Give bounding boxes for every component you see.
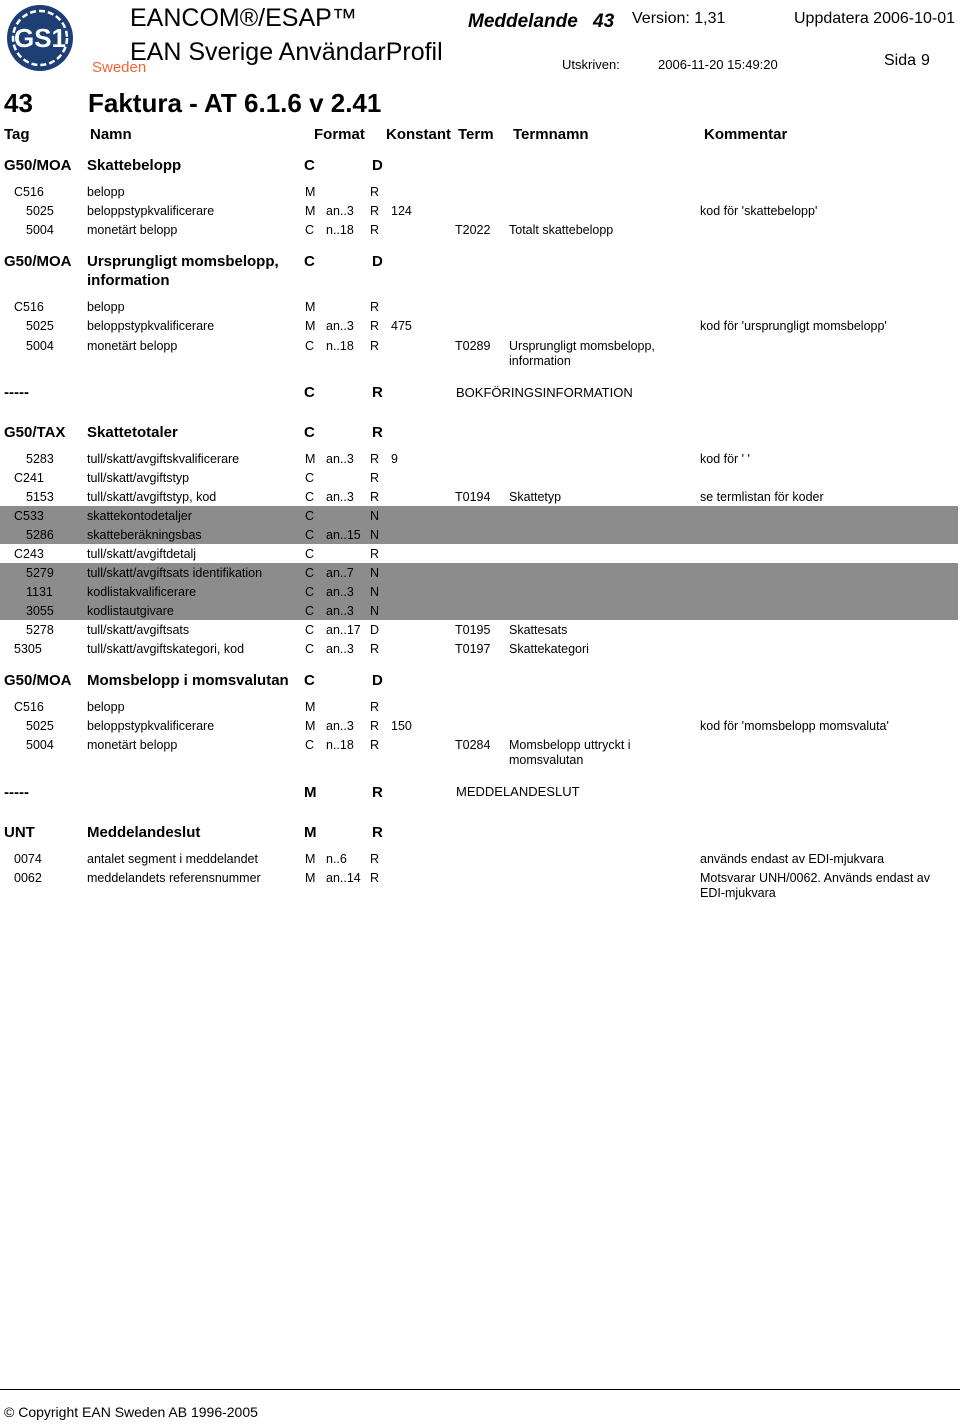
- row-tag: C516: [14, 185, 44, 199]
- row-status: M: [305, 300, 316, 314]
- row-name: tull/skatt/avgiftstyp, kod: [87, 490, 217, 504]
- segment-status: C: [304, 253, 315, 270]
- row-req: N: [370, 604, 380, 618]
- row-req: R: [370, 300, 380, 314]
- row-tag: 5153: [26, 490, 54, 504]
- row-status: M: [305, 871, 316, 885]
- row-comment-line2: EDI-mjukvara: [700, 886, 776, 900]
- row-req: R: [370, 738, 380, 752]
- row-comment: Motsvarar UNH/0062. Används endast av: [700, 871, 930, 885]
- svg-text:GS1: GS1: [13, 23, 67, 53]
- row-name: skattekontodetaljer: [87, 509, 192, 523]
- row-term: T0195: [455, 623, 491, 637]
- row-req: D: [370, 623, 380, 637]
- row-name: kodlistakvalificerare: [87, 585, 197, 599]
- row-format: an..3: [326, 585, 354, 599]
- segment-term: MEDDELANDESLUT: [456, 784, 580, 799]
- row-termname: Ursprungligt momsbelopp,: [509, 339, 655, 353]
- doc-title: Faktura - AT 6.1.6 v 2.41: [88, 88, 382, 118]
- row-name: antalet segment i meddelandet: [87, 852, 258, 866]
- row-term: T0289: [455, 339, 491, 353]
- row-comment: kod för 'ursprungligt momsbelopp': [700, 319, 887, 333]
- row-comment: se termlistan för koder: [700, 490, 824, 504]
- row-format: n..18: [326, 223, 354, 237]
- row-termname: Momsbelopp uttryckt i: [509, 738, 631, 752]
- row-name: kodlistautgivare: [87, 604, 174, 618]
- row-status: C: [305, 339, 315, 353]
- row-constant: 124: [391, 204, 412, 218]
- row-status: C: [305, 642, 315, 656]
- updated-text: Uppdatera 2006-10-01: [794, 10, 956, 27]
- row-req: R: [370, 452, 380, 466]
- row-constant: 475: [391, 319, 412, 333]
- segment-name: Momsbelopp i momsvalutan: [87, 672, 289, 689]
- row-format: an..3: [326, 204, 354, 218]
- row-status: C: [305, 585, 315, 599]
- segment-name-line2: information: [87, 272, 170, 289]
- printed-label: Utskriven:: [562, 57, 620, 72]
- segment-tag: G50/TAX: [4, 424, 66, 441]
- row-comment: används endast av EDI-mjukvara: [700, 852, 885, 866]
- svg-text:Sweden: Sweden: [92, 59, 147, 76]
- row-status: M: [305, 700, 316, 714]
- row-tag: 5305: [14, 642, 42, 656]
- row-name: monetärt belopp: [87, 223, 178, 237]
- col-constant: Konstant: [386, 126, 451, 143]
- row-term: T0197: [455, 642, 491, 656]
- row-name: beloppstypkvalificerare: [87, 719, 215, 733]
- row-req: N: [370, 585, 380, 599]
- row-tag: 1131: [26, 585, 53, 599]
- row-req: R: [370, 185, 380, 199]
- row-tag: 0074: [14, 852, 42, 866]
- col-term: Term: [458, 126, 494, 143]
- row-termname: Skattekategori: [509, 642, 589, 656]
- segment-status: C: [304, 384, 315, 401]
- row-format: n..18: [326, 339, 354, 353]
- row-tag: 5025: [26, 204, 54, 218]
- col-tag: Tag: [4, 126, 30, 143]
- row-req: R: [370, 871, 380, 885]
- row-tag: 5283: [26, 452, 54, 466]
- col-format: Format: [314, 126, 365, 143]
- message-label: Meddelande: [468, 11, 578, 32]
- segment-req: D: [372, 157, 383, 174]
- row-name: tull/skatt/avgiftskvalificerare: [87, 452, 240, 466]
- row-format: an..3: [326, 642, 354, 656]
- row-req: N: [370, 528, 380, 542]
- row-format: an..14: [326, 871, 361, 885]
- row-status: M: [305, 719, 316, 733]
- row-status: C: [305, 490, 315, 504]
- row-name: belopp: [87, 300, 125, 314]
- row-status: M: [305, 452, 316, 466]
- row-status: C: [305, 223, 315, 237]
- row-req: R: [370, 223, 380, 237]
- app-title: EANCOM®/ESAP™: [130, 4, 357, 32]
- row-format: an..7: [326, 566, 354, 580]
- row-req: R: [370, 471, 380, 485]
- version-text: Version: 1,31: [632, 10, 726, 27]
- segment-tag: UNT: [4, 824, 35, 841]
- row-term: T0194: [455, 490, 491, 504]
- row-status: M: [305, 319, 316, 333]
- segment-name: Ursprungligt momsbelopp,: [87, 253, 279, 270]
- segment-name: Skattebelopp: [87, 157, 182, 174]
- row-tag: C241: [14, 471, 44, 485]
- row-comment: kod för 'skattebelopp': [700, 204, 818, 218]
- row-tag: 0062: [14, 871, 42, 885]
- row-req: R: [370, 319, 380, 333]
- row-term: T0284: [455, 738, 491, 752]
- segment-tag: G50/MOA: [4, 672, 72, 689]
- row-status: C: [305, 738, 315, 752]
- row-constant: 150: [391, 719, 412, 733]
- row-termname-line2: information: [509, 354, 571, 368]
- row-name: tull/skatt/avgiftstyp: [87, 471, 190, 485]
- row-req: R: [370, 339, 380, 353]
- row-tag: 3055: [26, 604, 54, 618]
- row-tag: 5278: [26, 623, 54, 637]
- segment-name: Meddelandeslut: [87, 824, 201, 841]
- row-tag: 5286: [26, 528, 54, 542]
- segment-status: C: [304, 424, 315, 441]
- row-name: monetärt belopp: [87, 738, 178, 752]
- row-format: an..17: [326, 623, 361, 637]
- row-tag: 5025: [26, 719, 54, 733]
- row-status: C: [305, 528, 315, 542]
- row-comment: kod för 'momsbelopp momsvaluta': [700, 719, 889, 733]
- row-tag: C516: [14, 700, 44, 714]
- row-name: tull/skatt/avgiftsats identifikation: [87, 566, 263, 580]
- page-number: 9: [921, 52, 930, 69]
- row-req: R: [370, 852, 380, 866]
- row-tag: C533: [14, 509, 44, 523]
- gs1-logo-icon: [4, 2, 147, 76]
- row-tag: C243: [14, 547, 44, 561]
- row-status: C: [305, 547, 315, 561]
- row-name: beloppstypkvalificerare: [87, 319, 215, 333]
- row-req: R: [370, 490, 380, 504]
- page-label: Sida: [884, 52, 917, 69]
- row-req: R: [370, 700, 380, 714]
- row-tag: 5279: [26, 566, 54, 580]
- row-name: skatteberäkningsbas: [87, 528, 202, 542]
- row-termname: Skattetyp: [509, 490, 562, 504]
- segment-req: R: [372, 784, 383, 801]
- segment-status: C: [304, 672, 315, 689]
- row-name: tull/skatt/avgiftsats: [87, 623, 190, 637]
- doc-number: 43: [4, 88, 33, 118]
- segment-req: D: [372, 253, 383, 270]
- segment-tag: G50/MOA: [4, 253, 72, 270]
- row-name: tull/skatt/avgiftskategori, kod: [87, 642, 245, 656]
- row-term: T2022: [455, 223, 491, 237]
- row-name: monetärt belopp: [87, 339, 178, 353]
- row-format: an..3: [326, 604, 354, 618]
- segment-req: D: [372, 672, 383, 689]
- row-status: C: [305, 623, 315, 637]
- segment-tag: -----: [4, 784, 29, 801]
- row-req: R: [370, 204, 380, 218]
- segment-tag: G50/MOA: [4, 157, 72, 174]
- row-name: meddelandets referensnummer: [87, 871, 261, 885]
- row-name: belopp: [87, 185, 125, 199]
- row-name: tull/skatt/avgiftdetalj: [87, 547, 197, 561]
- segment-tag: -----: [4, 384, 29, 401]
- segment-term: BOKFÖRINGSINFORMATION: [456, 385, 633, 400]
- row-status: C: [305, 471, 315, 485]
- col-comment: Kommentar: [704, 126, 788, 143]
- row-tag: C516: [14, 300, 44, 314]
- gs1-logo: [4, 2, 147, 76]
- printed-value: 2006-11-20 15:49:20: [658, 57, 778, 72]
- row-req: R: [370, 719, 380, 733]
- row-name: belopp: [87, 700, 125, 714]
- segment-status: M: [304, 784, 317, 801]
- row-status: C: [305, 604, 315, 618]
- row-format: an..3: [326, 490, 354, 504]
- col-termname: Termnamn: [513, 126, 589, 143]
- row-req: R: [370, 547, 380, 561]
- row-format: an..3: [326, 719, 354, 733]
- col-name: Namn: [90, 126, 132, 143]
- row-constant: 9: [391, 452, 398, 466]
- row-termname-line2: momsvalutan: [509, 753, 584, 767]
- profile-title: EAN Sverige AnvändarProfil: [130, 38, 443, 66]
- row-status: M: [305, 852, 316, 866]
- row-req: N: [370, 566, 380, 580]
- row-format: an..3: [326, 452, 354, 466]
- segment-name: Skattetotaler: [87, 424, 178, 441]
- row-status: M: [305, 185, 316, 199]
- row-status: C: [305, 566, 315, 580]
- row-format: n..18: [326, 738, 354, 752]
- segment-req: R: [372, 824, 383, 841]
- row-termname: Skattesats: [509, 623, 568, 637]
- footer-rule: [0, 1389, 960, 1390]
- copyright-text: © Copyright EAN Sweden AB 1996-2005: [4, 1404, 258, 1420]
- segment-status: M: [304, 824, 317, 841]
- row-tag: 5004: [26, 738, 54, 752]
- row-format: an..15: [326, 528, 361, 542]
- row-tag: 5025: [26, 319, 54, 333]
- row-status: M: [305, 204, 316, 218]
- row-format: n..6: [326, 852, 347, 866]
- row-tag: 5004: [26, 339, 54, 353]
- message-number: 43: [593, 11, 615, 32]
- row-comment: kod för ' ': [700, 452, 750, 466]
- row-req: R: [370, 642, 380, 656]
- row-name: beloppstypkvalificerare: [87, 204, 215, 218]
- segment-req: R: [372, 424, 383, 441]
- row-format: an..3: [326, 319, 354, 333]
- row-tag: 5004: [26, 223, 54, 237]
- row-termname: Totalt skattebelopp: [509, 223, 614, 237]
- segment-req: R: [372, 384, 383, 401]
- row-req: N: [370, 509, 380, 523]
- segment-status: C: [304, 157, 315, 174]
- row-status: C: [305, 509, 315, 523]
